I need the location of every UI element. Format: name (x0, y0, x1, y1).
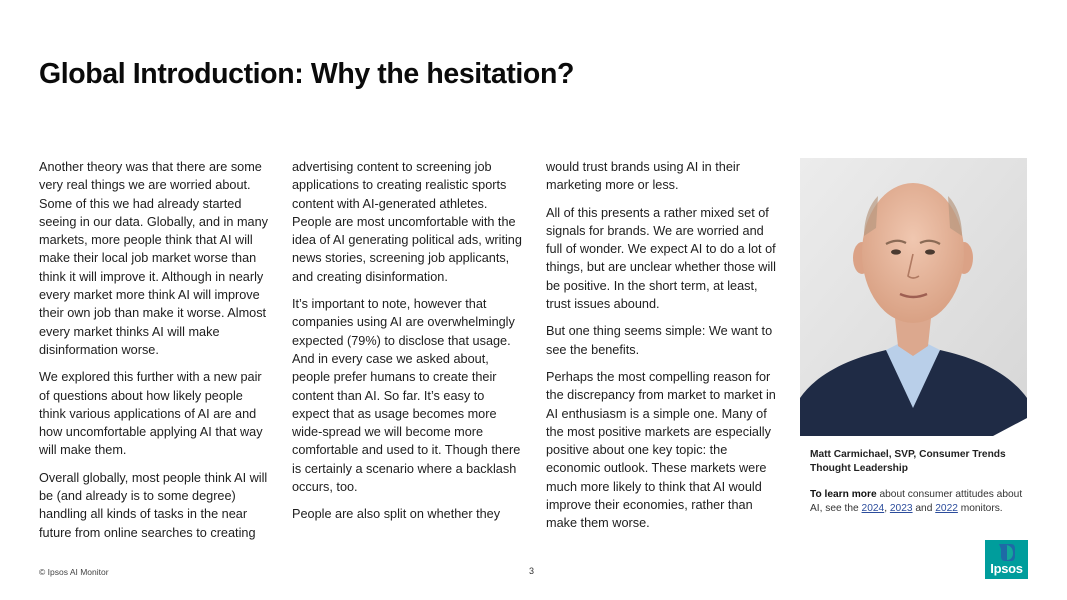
author-photo (800, 158, 1027, 436)
logo-text: Ipsos (990, 561, 1023, 576)
portrait-illustration (800, 158, 1027, 436)
ipsos-logo (985, 540, 1028, 579)
text-column-3 (546, 158, 779, 542)
learn-more-text: about consumer attitudes about AI, see the (810, 489, 1023, 514)
link-2023[interactable]: 2023 (889, 502, 913, 514)
learn-more-end: monitors. (957, 502, 1003, 514)
paragraph: would trust brands using AI in their marketing more or less. (546, 160, 740, 193)
paragraph: advertising content to screening job applications to creating realistic sports content with AI-generated athletes. People are most uncomfortable with the idea of AI generating political ads, writing news stories, screening job applicants, and creating disinformation. (292, 160, 522, 284)
text-column-1 (39, 158, 272, 551)
learn-more-note (810, 488, 1025, 515)
paragraph: People are also split on whether they (292, 507, 501, 522)
paragraph: Perhaps the most compelling reason for the discrepancy from market to market in AI enthusiasm is a simple one. Many of the most positive markets are especially positive about one key topic: the economic outlook. These markets were much more likely to think that AI would improve their economies, rather than make them worse. (546, 369, 776, 531)
link-2024[interactable]: 2024 (861, 502, 885, 514)
paragraph: We explored this further with a new pair of questions about how likely people think various applications of AI are and how uncomfortable applying AI that way will make them. (39, 370, 263, 458)
separator: , (884, 502, 890, 514)
footer-copyright: © Ipsos AI Monitor (39, 567, 109, 577)
paragraph: It’s important to note, however that companies using AI are overwhelmingly expected (79%) to disclose that usage. And in every case we asked about, people prefer humans to create their content than AI. So far. It’s easy to expect that as usage becomes more wide-spread we will become more comfortable and used to it. Though there is certainly a scenario where a backlash occurs, too. (292, 297, 521, 495)
link-2022[interactable]: 2022 (935, 502, 958, 514)
photo-caption: Matt Carmichael, SVP, Consumer Trends Thought Leadership (810, 449, 1006, 474)
separator: and (912, 502, 936, 514)
learn-more-label: To learn more (810, 489, 877, 500)
page-title: Global Introduction: Why the hesitation? (39, 58, 574, 90)
paragraph: Another theory was that there are some very real things we are worried about. Some of this we had already started seeing in our data. Globally, and in many markets, more people think that AI will make their local job market worse than think it will improve it. Although in nearly every market more think AI will improve their own job than make it worse. Almost every market thinks AI will make disinformation worse. (39, 160, 268, 357)
paragraph: Overall globally, most people think AI will be (and already is to some degree) handling all kinds of tasks in the near future from online searches to creating (39, 470, 268, 540)
paragraph: All of this presents a rather mixed set of signals for brands. We are worried and full of wonder. We expect AI to do a lot of things, but are unclear whether those will be positive. In the short term, at least, trust issues abound. (546, 205, 776, 312)
paragraph: But one thing seems simple: We want to see the benefits. (546, 324, 773, 357)
text-column-2 (292, 158, 525, 533)
page-number: 3 (529, 566, 535, 576)
